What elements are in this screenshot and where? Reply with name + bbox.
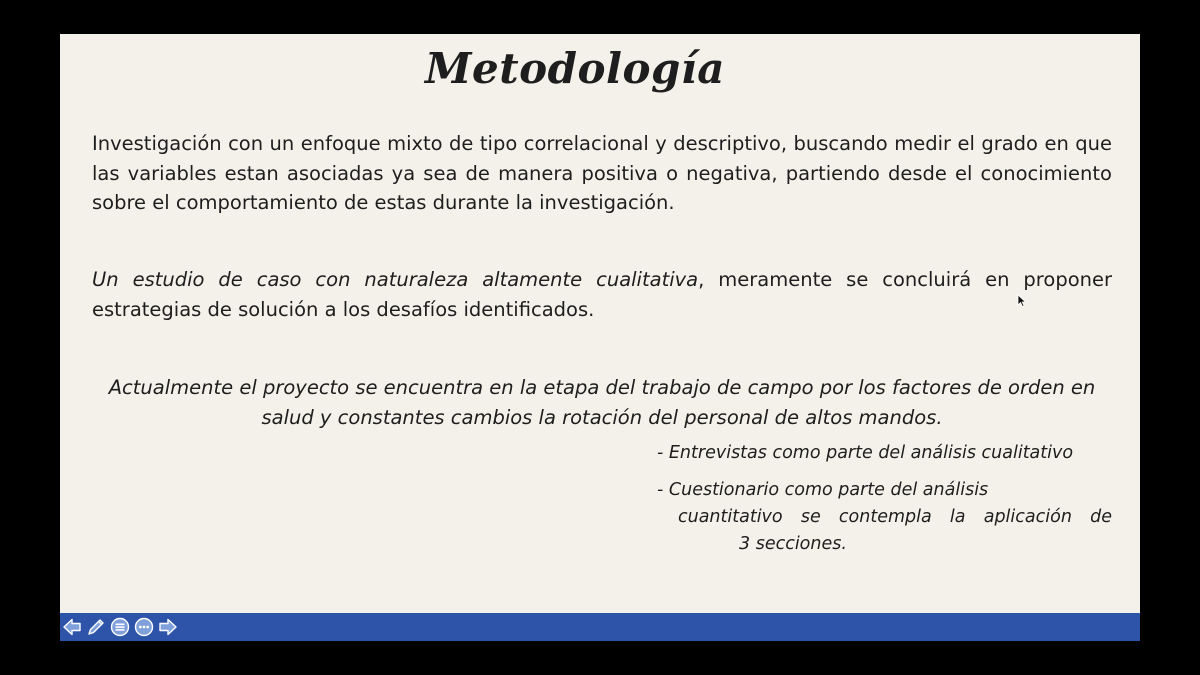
project-status-paragraph: Actualmente el proyecto se encuentra en la etapa del trabajo de campo por los factores de orden en salud y constantes cambios la rotación del personal de altos mandos. <box>108 376 1096 429</box>
presentation-toolbar <box>60 613 1140 641</box>
pen-icon[interactable] <box>85 616 107 638</box>
bullet-questionnaire-continuation: cuantitativo se contempla la aplicación de <box>678 507 1112 527</box>
slide-title: Metodología <box>424 44 725 93</box>
case-study-emphasis: Un estudio de caso con naturaleza altamente cualitativa <box>92 268 699 291</box>
bullet-questionnaire-end: 3 secciones. <box>739 534 847 554</box>
arrow-right-icon[interactable] <box>157 616 179 638</box>
mouse-cursor-icon <box>1017 294 1027 308</box>
case-study-paragraph <box>92 265 1112 324</box>
arrow-left-icon[interactable] <box>61 616 83 638</box>
methodology-paragraph: Investigación con un enfoque mixto de tipo correlacional y descriptivo, buscando medir el grado en que las variables estan asociadas ya sea de manera positiva o negativa, partiendo desde el conocimiento sobre el comportamiento de estas durante la investigación. <box>92 132 1112 214</box>
menu-icon[interactable] <box>109 616 131 638</box>
bullet-interviews: - Entrevistas como parte del análisis cualitativo <box>657 443 1074 463</box>
bullet-questionnaire: - Cuestionario como parte del análisis <box>657 480 989 500</box>
more-icon[interactable] <box>133 616 155 638</box>
presentation-slide <box>60 34 1140 613</box>
case-study-text: , meramente se concluirá en proponer estrategias de solución a los desafíos identificados. <box>92 268 1112 321</box>
